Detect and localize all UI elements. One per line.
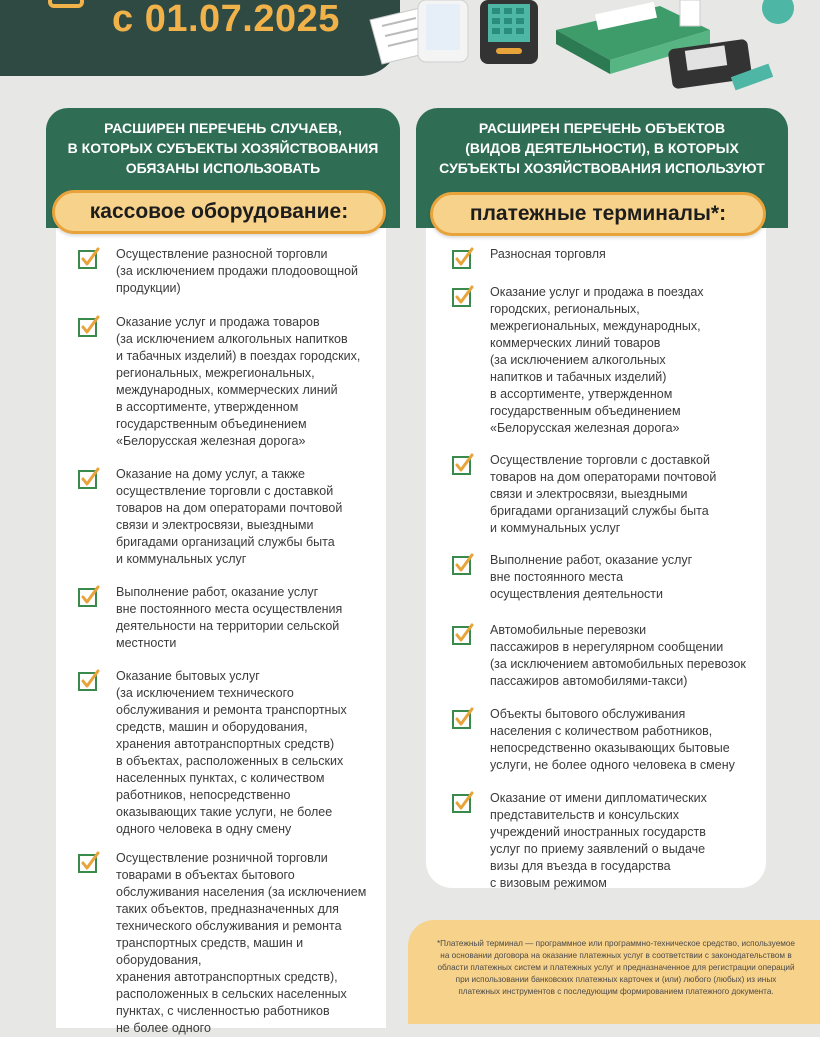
item-text: Выполнение работ, оказание услуг вне постоянного места осуществления деятельности на территории сельской местности <box>116 585 343 650</box>
item-text: Оказание бытовых услуг (за исключением технического обслуживания и ремонта транспортных средств, машин и оборудования, хранения автотранспортных средств) в объектах, расположенных в сельских населенных пунктах, с количеством работников, непосредственно оказывающих такие услуги, не более одного человека в одну смену <box>116 669 347 836</box>
checkbox-checked-icon <box>78 248 100 270</box>
pos-terminal-icon <box>480 0 538 64</box>
checkbox-checked-icon <box>452 454 474 476</box>
header-line: СУБЪЕКТЫ ХОЗЯЙСТВОВАНИЯ ИСПОЛЬЗУЮТ <box>439 160 765 176</box>
header-line: (ВИДОВ ДЕЯТЕЛЬНОСТИ), В КОТОРЫХ <box>465 140 739 156</box>
checkbox-checked-icon <box>78 586 100 608</box>
list-item <box>78 466 378 568</box>
cash-equipment-pill: кассовое оборудование: <box>52 190 386 234</box>
item-text: Автомобильные перевозки пассажиров в нерегулярном сообщении (за исключением автомобильных перевозок пассажиров автомобилями-такси) <box>490 623 746 688</box>
item-text: Разносная торговля <box>490 247 606 261</box>
checkbox-checked-icon <box>452 708 474 730</box>
coin-icon <box>762 0 794 24</box>
list-item <box>452 790 762 892</box>
cash-equipment-list <box>56 228 386 1035</box>
list-item <box>452 452 762 537</box>
list-item <box>452 622 762 690</box>
top-banner <box>0 0 820 90</box>
item-text: Оказание от имени дипломатических представительств и консульских учреждений иностранных государств услуг по приему заявлений о выдаче визы для въезда в государства с визовым режимом <box>490 791 707 890</box>
payment-terminals-list <box>426 228 766 888</box>
list-item <box>78 246 378 297</box>
checkbox-checked-icon <box>452 624 474 646</box>
payment-terminals-column <box>416 108 788 890</box>
list-item <box>78 314 378 450</box>
checkbox-checked-icon <box>78 316 100 338</box>
banner-dark-panel <box>0 0 400 76</box>
calendar-icon <box>48 0 84 8</box>
item-text: Осуществление разносной торговли (за исключением продажи плодоовощной продукции) <box>116 247 359 295</box>
list-item <box>78 668 378 838</box>
item-text: Осуществление розничной торговли товарами в объектах бытового обслуживания населения (за исключением таких объектов, предназначенных для технического обслуживания и ремонта транспортных средств, машин и оборудования, хранения автотранспортных средств), расположенных в сельских населенных пунктах, с численностью работников не более одного <box>116 851 367 1035</box>
checkbox-checked-icon <box>78 670 100 692</box>
payment-terminals-pill: платежные терминалы*: <box>430 192 766 236</box>
list-item <box>78 850 378 1037</box>
item-text: Оказание услуг и продажа товаров (за исключением алкогольных напитков и табачных изделий) в поездах городских, региональных, межрегиональных, международных, коммерческих линий в ассортименте, утвержденном государственным объединением «Белорусская железная дорога» <box>116 315 361 448</box>
item-text: Оказание услуг и продажа в поездах городских, региональных, межрегиональных, международных, коммерческих линий товаров (за исключением алкогольных напитков и табачных изделий) в ассортименте, утвержденном государственным объединением «Белорусская железная дорога» <box>490 285 704 435</box>
effective-date: с 01.07.2025 <box>112 0 340 40</box>
list-item <box>452 246 762 270</box>
list-item <box>78 584 378 652</box>
cash-equipment-column <box>46 108 400 1035</box>
checkbox-checked-icon <box>78 852 100 874</box>
list-item <box>452 552 762 603</box>
checkbox-checked-icon <box>452 792 474 814</box>
smartphone-icon <box>418 0 468 62</box>
header-line: В КОТОРЫХ СУБЪЕКТЫ ХОЗЯЙСТВОВАНИЯ <box>67 140 379 156</box>
checkbox-checked-icon <box>78 468 100 490</box>
checkbox-checked-icon <box>452 554 474 576</box>
header-line: ОБЯЗАНЫ ИСПОЛЬЗОВАТЬ <box>125 160 321 176</box>
item-text: Объекты бытового обслуживания населения с количеством работников, непосредственно оказывающих бытовые услуги, не более одного человека в смену <box>490 707 735 772</box>
header-line: РАСШИРЕН ПЕРЕЧЕНЬ ОБЪЕКТОВ <box>478 120 726 136</box>
list-item <box>452 284 762 437</box>
footnote-panel <box>408 920 820 1024</box>
checkbox-checked-icon <box>452 248 474 270</box>
payment-devices-illustration <box>360 0 800 100</box>
list-item <box>452 706 762 774</box>
checkbox-checked-icon <box>452 286 474 308</box>
item-text: Выполнение работ, оказание услуг вне постоянного места осуществления деятельности <box>490 553 693 601</box>
header-line: РАСШИРЕН ПЕРЕЧЕНЬ СЛУЧАЕВ, <box>104 120 342 136</box>
item-text: Оказание на дому услуг, а также осуществление торговли с доставкой товаров на дом операторами почтовой связи и электросвязи, выездными бригадами организаций службы быта и коммунальных услуг <box>116 467 343 566</box>
footnote-text: *Платежный терминал — программное или программно-техническое средство, используемое на основании договора на оказание платежных услуг в соответствии с законодательством в области платежных систем и платежных услуг и предназначенное для регистрации операций при использовании банковских платежных карточек и (или) любого (любых) из иных платежных инструментов с последующим формированием платежного документа. <box>437 939 795 996</box>
item-text: Осуществление торговли с доставкой товаров на дом операторами почтовой связи и электросвязи, выездными бригадами организаций службы быта и коммунальных услуг <box>490 453 717 535</box>
